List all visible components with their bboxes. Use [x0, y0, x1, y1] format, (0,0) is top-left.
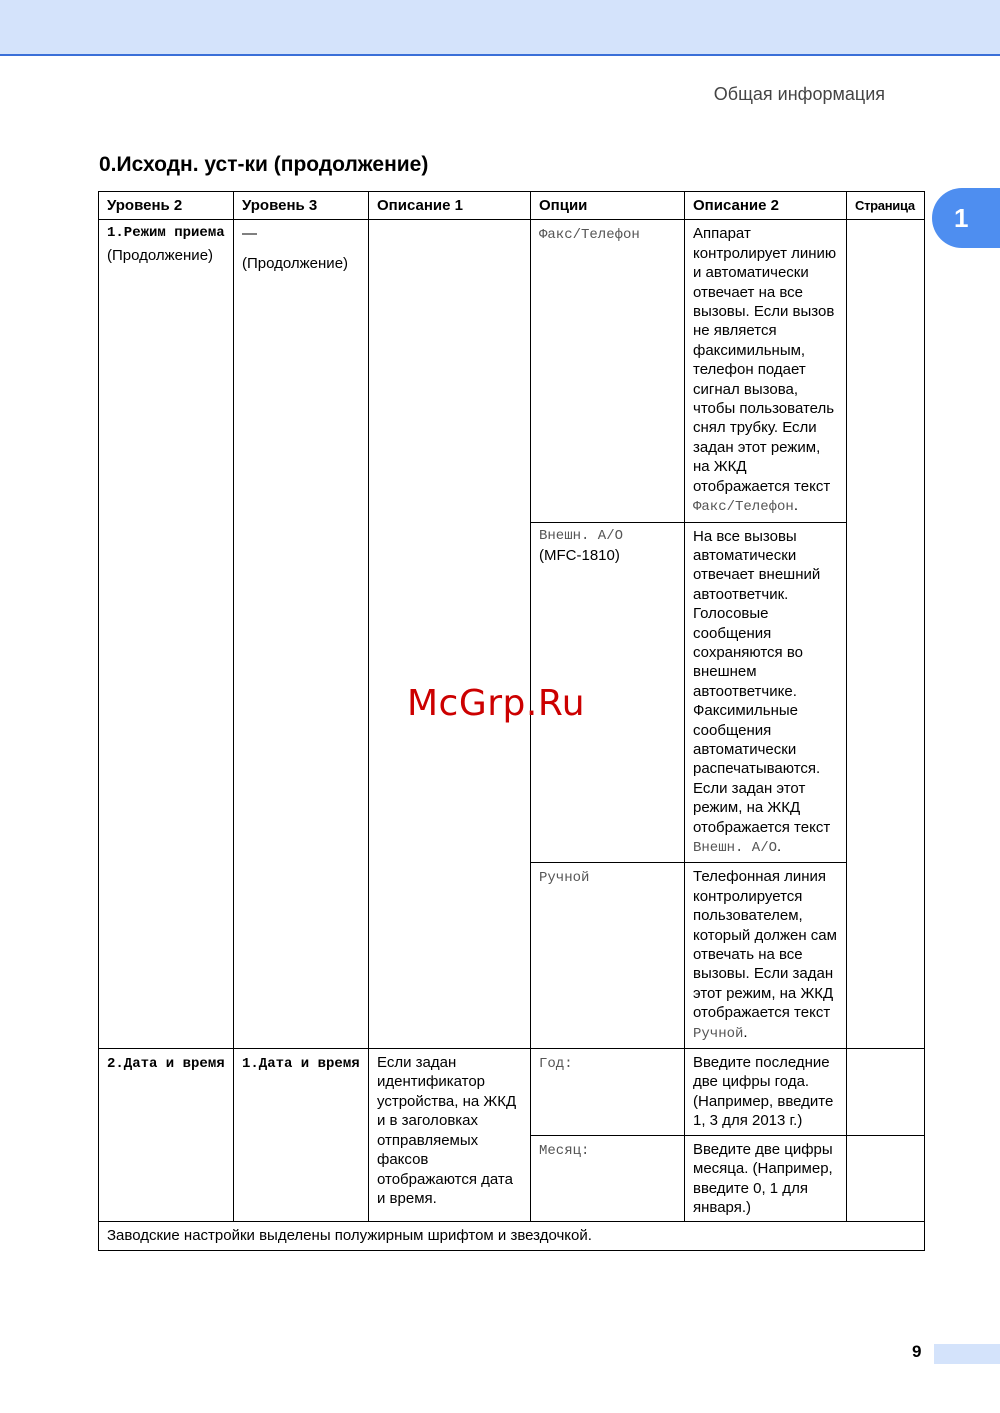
level2-label: 1.Режим приема [107, 225, 225, 242]
desc2-text: На все вызовы автоматически отвечает внешний автоответчик. Голосовые сообщения сохраняются во внешнем автоответчике. Факсимильные сообщения автоматически распечатываются. Если задан этот режим, на ЖКД отображается текст [693, 527, 831, 836]
desc2-text: Телефонная линия контролируется пользователем, который должен сам отвечать на все вызовы. Если задан этот режим, на ЖКД отображается текст [693, 868, 837, 1022]
level2-label: 2.Дата и время [107, 1056, 225, 1073]
level3-note: (Продолжение) [242, 254, 349, 272]
page-number: 9 [912, 1342, 922, 1361]
cell-desc1 [369, 220, 531, 1049]
level3-label: — [242, 225, 257, 243]
col-header-level2: Уровень 2 [99, 192, 234, 220]
desc2-text: Аппарат контролирует линию и автоматически отвечает на все вызовы. Если вызов не является факсимильным, телефон подает сигнал вызова, чтобы пользователь снял трубку. Если задан этот режим, на ЖКД отображается текст [693, 225, 837, 495]
watermark: McGrp.Ru [407, 683, 586, 724]
desc2-lcd-text: Внешн. А/О [693, 840, 778, 856]
desc2-lcd-text: Ручной [693, 1025, 744, 1042]
table-footnote-row [99, 1222, 925, 1250]
cell-level2 [99, 1049, 234, 1222]
section-title: 0.Исходн. уст-ки (продолжение) [99, 153, 429, 176]
option-label: Год: [539, 1056, 573, 1073]
table-header-row [99, 192, 925, 220]
cell-desc2 [685, 220, 847, 522]
desc2-end: . [743, 1023, 748, 1041]
cell-option [531, 1049, 685, 1136]
cell-page [847, 220, 925, 1049]
cell-level2 [99, 220, 234, 1049]
running-header: Общая информация [713, 84, 885, 104]
col-header-desc1: Описание 1 [369, 192, 531, 220]
cell-option [531, 220, 685, 522]
cell-level3 [234, 1049, 369, 1222]
cell-option [531, 863, 685, 1049]
cell-option [531, 1135, 685, 1222]
table-footnote: Заводские настройки выделены полужирным шрифтом и звездочкой. [99, 1222, 925, 1250]
footer-color-bar [934, 1344, 1000, 1364]
col-header-desc2: Описание 2 [685, 192, 847, 220]
table-row [99, 220, 925, 522]
chapter-tab-label: 1 [954, 202, 969, 233]
col-header-options: Опции [531, 192, 685, 220]
cell-desc2: Введите две цифры месяца. (Например, введите 0, 1 для января.) [685, 1135, 847, 1222]
desc2-end: . [777, 838, 782, 855]
cell-desc2 [685, 863, 847, 1049]
option-note: (MFC-1810) [539, 546, 620, 564]
col-header-page: Страница [847, 192, 925, 220]
level2-note: (Продолжение) [107, 246, 214, 264]
cell-page [847, 1049, 925, 1136]
cell-page [847, 1135, 925, 1222]
cell-desc1: Если задан идентификатор устройства, на ЖКД и в заголовках отправляемых факсов отображаются дата и время. [369, 1049, 531, 1222]
cell-level3 [234, 220, 369, 1049]
cell-desc2 [685, 522, 847, 863]
desc2-lcd-text: Факс/Телефон [693, 499, 794, 516]
top-color-band [0, 0, 1000, 56]
option-label: Ручной [539, 870, 590, 887]
option-label: Факс/Телефон [539, 227, 640, 244]
chapter-tab[interactable] [932, 188, 1000, 248]
col-header-level3: Уровень 3 [234, 192, 369, 220]
option-label: Месяц: [539, 1142, 590, 1159]
desc2-end: . [793, 497, 798, 515]
level3-label: 1.Дата и время [242, 1056, 360, 1073]
cell-desc2: Введите последние две цифры года. (Например, введите 1, 3 для 2013 г.) [685, 1049, 847, 1136]
table-row [99, 1049, 925, 1136]
option-label: Внешн. А/О [539, 527, 624, 544]
